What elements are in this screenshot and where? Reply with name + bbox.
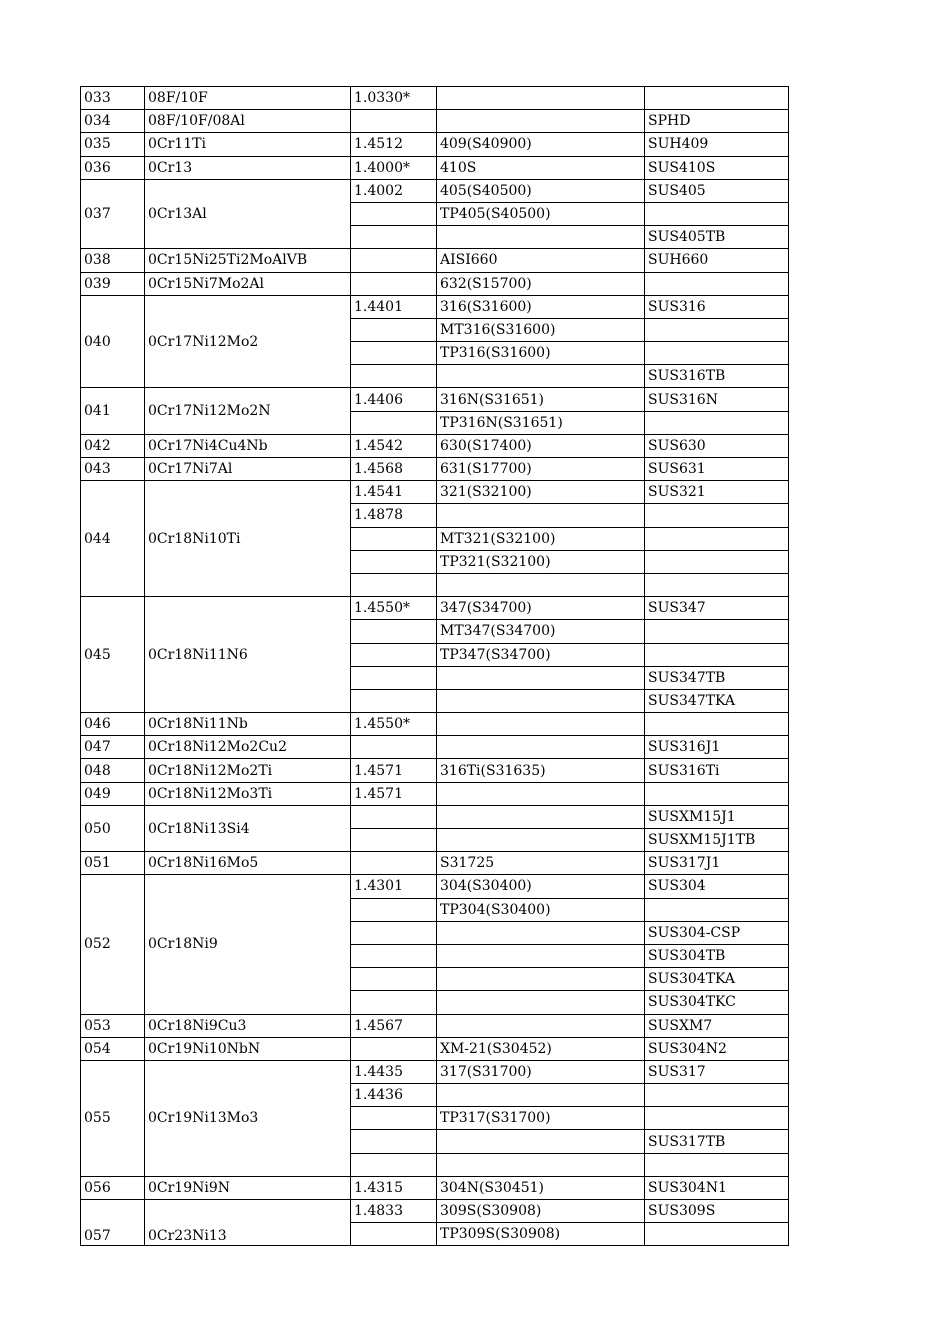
- jis-cell: SPHD: [645, 110, 789, 133]
- jis-cell: SUSXM15J1: [645, 805, 789, 828]
- astm-cell: 317(S31700): [437, 1060, 645, 1083]
- din-cell: 1.4315: [351, 1176, 437, 1199]
- astm-cell: XM-21(S30452): [437, 1037, 645, 1060]
- din-cell: 1.4550*: [351, 597, 437, 620]
- table-row: [81, 110, 789, 133]
- table-row: [81, 133, 789, 156]
- table-row: [81, 1176, 789, 1199]
- din-cell: [351, 1153, 437, 1176]
- grade-number-cell: 051: [81, 852, 145, 875]
- gb-grade-cell: 08F/10F: [145, 87, 351, 110]
- astm-cell: [437, 110, 645, 133]
- jis-cell: SUS630: [645, 434, 789, 457]
- grade-number-cell: 041: [81, 388, 145, 434]
- astm-cell: [437, 87, 645, 110]
- grade-number-cell: 053: [81, 1014, 145, 1037]
- din-cell: 1.4567: [351, 1014, 437, 1037]
- grade-number-cell: 035: [81, 133, 145, 156]
- astm-cell: [437, 1153, 645, 1176]
- gb-grade-cell: 0Cr17Ni4Cu4Nb: [145, 434, 351, 457]
- jis-cell: [645, 573, 789, 596]
- din-cell: 1.4436: [351, 1084, 437, 1107]
- table-row: [81, 434, 789, 457]
- astm-cell: TP347(S34700): [437, 643, 645, 666]
- jis-cell: [645, 411, 789, 434]
- table-row: [81, 805, 789, 828]
- jis-cell: SUS347: [645, 597, 789, 620]
- grade-number-cell: 054: [81, 1037, 145, 1060]
- table-row: [81, 388, 789, 411]
- din-cell: 1.4301: [351, 875, 437, 898]
- din-cell: [351, 968, 437, 991]
- material-grade-table: [80, 86, 789, 1246]
- din-cell: [351, 411, 437, 434]
- jis-cell: [645, 202, 789, 225]
- grade-number-cell: 045: [81, 597, 145, 713]
- grade-number-cell: 037: [81, 179, 145, 249]
- astm-cell: [437, 713, 645, 736]
- jis-cell: SUS316: [645, 295, 789, 318]
- din-cell: [351, 1037, 437, 1060]
- astm-cell: TP316N(S31651): [437, 411, 645, 434]
- gb-grade-cell: 0Cr18Ni13Si4: [145, 805, 351, 851]
- din-cell: [351, 736, 437, 759]
- astm-cell: MT321(S32100): [437, 527, 645, 550]
- astm-cell: S31725: [437, 852, 645, 875]
- astm-cell: 409(S40900): [437, 133, 645, 156]
- astm-cell: TP405(S40500): [437, 202, 645, 225]
- jis-cell: SUS316Ti: [645, 759, 789, 782]
- din-cell: 1.4571: [351, 759, 437, 782]
- jis-cell: [645, 713, 789, 736]
- din-cell: 1.4568: [351, 458, 437, 481]
- jis-cell: [645, 1107, 789, 1130]
- table-row: [81, 852, 789, 875]
- gb-grade-cell: 0Cr18Ni12Mo2Ti: [145, 759, 351, 782]
- grade-number-cell: 038: [81, 249, 145, 272]
- jis-cell: [645, 504, 789, 527]
- din-cell: [351, 272, 437, 295]
- table-row: [81, 179, 789, 202]
- astm-cell: 304N(S30451): [437, 1176, 645, 1199]
- din-cell: [351, 805, 437, 828]
- gb-grade-cell: 0Cr18Ni10Ti: [145, 481, 351, 597]
- jis-cell: SUS316J1: [645, 736, 789, 759]
- grade-number-cell: 043: [81, 458, 145, 481]
- jis-cell: [645, 87, 789, 110]
- table-row: [81, 597, 789, 620]
- astm-cell: [437, 991, 645, 1014]
- jis-cell: SUH409: [645, 133, 789, 156]
- jis-cell: SUS304: [645, 875, 789, 898]
- astm-cell: 316N(S31651): [437, 388, 645, 411]
- gb-grade-cell: 0Cr18Ni12Mo3Ti: [145, 782, 351, 805]
- jis-cell: SUS316N: [645, 388, 789, 411]
- grade-number-cell: 042: [81, 434, 145, 457]
- din-cell: [351, 689, 437, 712]
- gb-grade-cell: 0Cr13Al: [145, 179, 351, 249]
- gb-grade-cell: 0Cr18Ni11Nb: [145, 713, 351, 736]
- astm-cell: TP317(S31700): [437, 1107, 645, 1130]
- jis-cell: SUS405TB: [645, 226, 789, 249]
- gb-grade-cell: 0Cr18Ni9: [145, 875, 351, 1014]
- din-cell: 1.4435: [351, 1060, 437, 1083]
- table-row: [81, 295, 789, 318]
- din-cell: [351, 110, 437, 133]
- astm-cell: [437, 365, 645, 388]
- astm-cell: [437, 805, 645, 828]
- grade-number-cell: 046: [81, 713, 145, 736]
- gb-grade-cell: 0Cr15Ni7Mo2Al: [145, 272, 351, 295]
- astm-cell: 304(S30400): [437, 875, 645, 898]
- astm-cell: MT316(S31600): [437, 318, 645, 341]
- din-cell: [351, 944, 437, 967]
- table-row: [81, 156, 789, 179]
- table-row: [81, 272, 789, 295]
- jis-cell: SUS317TB: [645, 1130, 789, 1153]
- grade-number-cell: 055: [81, 1060, 145, 1176]
- jis-cell: SUS304-CSP: [645, 921, 789, 944]
- grade-number-cell: 044: [81, 481, 145, 597]
- astm-cell: 316Ti(S31635): [437, 759, 645, 782]
- din-cell: [351, 527, 437, 550]
- jis-cell: SUS410S: [645, 156, 789, 179]
- jis-cell: SUS304TB: [645, 944, 789, 967]
- din-cell: [351, 898, 437, 921]
- astm-cell: 632(S15700): [437, 272, 645, 295]
- table-row: [81, 875, 789, 898]
- jis-cell: [645, 318, 789, 341]
- din-cell: [351, 1107, 437, 1130]
- din-cell: 1.4406: [351, 388, 437, 411]
- grade-number-cell: 033: [81, 87, 145, 110]
- jis-cell: SUS631: [645, 458, 789, 481]
- astm-cell: [437, 573, 645, 596]
- din-cell: [351, 573, 437, 596]
- table-row: [81, 458, 789, 481]
- table-body: [81, 87, 789, 1246]
- grade-number-cell: 050: [81, 805, 145, 851]
- jis-cell: [645, 272, 789, 295]
- jis-cell: SUS347TKA: [645, 689, 789, 712]
- jis-cell: SUS304N2: [645, 1037, 789, 1060]
- din-cell: [351, 342, 437, 365]
- grade-number-cell: 040: [81, 295, 145, 388]
- grade-number-cell: 048: [81, 759, 145, 782]
- astm-cell: [437, 736, 645, 759]
- din-cell: [351, 318, 437, 341]
- jis-cell: [645, 620, 789, 643]
- gb-grade-cell: 08F/10F/08Al: [145, 110, 351, 133]
- jis-cell: SUS317: [645, 1060, 789, 1083]
- jis-cell: SUSXM7: [645, 1014, 789, 1037]
- astm-cell: 316(S31600): [437, 295, 645, 318]
- astm-cell: [437, 829, 645, 852]
- gb-grade-cell: 0Cr17Ni12Mo2: [145, 295, 351, 388]
- table-row: [81, 713, 789, 736]
- din-cell: [351, 921, 437, 944]
- grade-number-cell: 049: [81, 782, 145, 805]
- din-cell: 1.4571: [351, 782, 437, 805]
- din-cell: [351, 829, 437, 852]
- din-cell: 1.4542: [351, 434, 437, 457]
- din-cell: 1.4512: [351, 133, 437, 156]
- din-cell: 1.4000*: [351, 156, 437, 179]
- din-cell: [351, 1130, 437, 1153]
- grade-number-cell: 047: [81, 736, 145, 759]
- astm-cell: [437, 782, 645, 805]
- gb-grade-cell: 0Cr17Ni12Mo2N: [145, 388, 351, 434]
- din-cell: 1.4878: [351, 504, 437, 527]
- jis-cell: SUSXM15J1TB: [645, 829, 789, 852]
- gb-grade-cell: 0Cr18Ni12Mo2Cu2: [145, 736, 351, 759]
- din-cell: 1.4833: [351, 1200, 437, 1223]
- grade-number-cell: 052: [81, 875, 145, 1014]
- astm-cell: 410S: [437, 156, 645, 179]
- gb-grade-cell: 0Cr18Ni11N6: [145, 597, 351, 713]
- table-row: [81, 1037, 789, 1060]
- jis-cell: SUS317J1: [645, 852, 789, 875]
- din-cell: [351, 991, 437, 1014]
- astm-cell: TP309S(S30908): [437, 1223, 645, 1246]
- grade-number-cell: 039: [81, 272, 145, 295]
- astm-cell: MT347(S34700): [437, 620, 645, 643]
- gb-grade-cell: 0Cr13: [145, 156, 351, 179]
- astm-cell: 309S(S30908): [437, 1200, 645, 1223]
- jis-cell: [645, 550, 789, 573]
- astm-cell: [437, 921, 645, 944]
- din-cell: [351, 643, 437, 666]
- gb-grade-cell: 0Cr11Ti: [145, 133, 351, 156]
- din-cell: 1.4550*: [351, 713, 437, 736]
- jis-cell: SUS304TKC: [645, 991, 789, 1014]
- jis-cell: SUS304N1: [645, 1176, 789, 1199]
- jis-cell: SUS405: [645, 179, 789, 202]
- jis-cell: [645, 643, 789, 666]
- table-row: [81, 249, 789, 272]
- table-row: [81, 481, 789, 504]
- grade-number-cell: 034: [81, 110, 145, 133]
- grade-number-cell: 057: [81, 1200, 145, 1246]
- gb-grade-cell: 0Cr17Ni7Al: [145, 458, 351, 481]
- din-cell: [351, 550, 437, 573]
- jis-cell: [645, 1153, 789, 1176]
- astm-cell: [437, 1014, 645, 1037]
- astm-cell: [437, 1084, 645, 1107]
- astm-cell: [437, 689, 645, 712]
- din-cell: 1.4541: [351, 481, 437, 504]
- gb-grade-cell: 0Cr19Ni10NbN: [145, 1037, 351, 1060]
- grade-number-cell: 056: [81, 1176, 145, 1199]
- din-cell: 1.0330*: [351, 87, 437, 110]
- astm-cell: [437, 226, 645, 249]
- jis-cell: [645, 782, 789, 805]
- astm-cell: AISI660: [437, 249, 645, 272]
- table-row: [81, 759, 789, 782]
- din-cell: [351, 666, 437, 689]
- jis-cell: SUS316TB: [645, 365, 789, 388]
- din-cell: [351, 620, 437, 643]
- astm-cell: [437, 504, 645, 527]
- astm-cell: [437, 944, 645, 967]
- table-row: [81, 87, 789, 110]
- din-cell: 1.4401: [351, 295, 437, 318]
- astm-cell: 630(S17400): [437, 434, 645, 457]
- astm-cell: TP304(S30400): [437, 898, 645, 921]
- gb-grade-cell: 0Cr19Ni13Mo3: [145, 1060, 351, 1176]
- jis-cell: [645, 1223, 789, 1246]
- jis-cell: [645, 1084, 789, 1107]
- astm-cell: [437, 666, 645, 689]
- gb-grade-cell: 0Cr18Ni9Cu3: [145, 1014, 351, 1037]
- table-row: [81, 736, 789, 759]
- din-cell: [351, 852, 437, 875]
- astm-cell: [437, 1130, 645, 1153]
- table-row: [81, 1014, 789, 1037]
- jis-cell: SUS304TKA: [645, 968, 789, 991]
- din-cell: [351, 202, 437, 225]
- astm-cell: 321(S32100): [437, 481, 645, 504]
- gb-grade-cell: 0Cr23Ni13: [145, 1200, 351, 1246]
- astm-cell: 405(S40500): [437, 179, 645, 202]
- jis-cell: [645, 898, 789, 921]
- astm-cell: TP316(S31600): [437, 342, 645, 365]
- gb-grade-cell: 0Cr18Ni16Mo5: [145, 852, 351, 875]
- astm-cell: [437, 968, 645, 991]
- jis-cell: [645, 527, 789, 550]
- grade-number-cell: 036: [81, 156, 145, 179]
- din-cell: [351, 1223, 437, 1246]
- astm-cell: 347(S34700): [437, 597, 645, 620]
- astm-cell: 631(S17700): [437, 458, 645, 481]
- astm-cell: TP321(S32100): [437, 550, 645, 573]
- table-row: [81, 1200, 789, 1223]
- din-cell: [351, 226, 437, 249]
- gb-grade-cell: 0Cr15Ni25Ti2MoAlVB: [145, 249, 351, 272]
- jis-cell: [645, 342, 789, 365]
- jis-cell: SUS309S: [645, 1200, 789, 1223]
- jis-cell: SUH660: [645, 249, 789, 272]
- table-row: [81, 782, 789, 805]
- gb-grade-cell: 0Cr19Ni9N: [145, 1176, 351, 1199]
- table-row: [81, 1060, 789, 1083]
- jis-cell: SUS321: [645, 481, 789, 504]
- din-cell: [351, 249, 437, 272]
- din-cell: [351, 365, 437, 388]
- din-cell: 1.4002: [351, 179, 437, 202]
- jis-cell: SUS347TB: [645, 666, 789, 689]
